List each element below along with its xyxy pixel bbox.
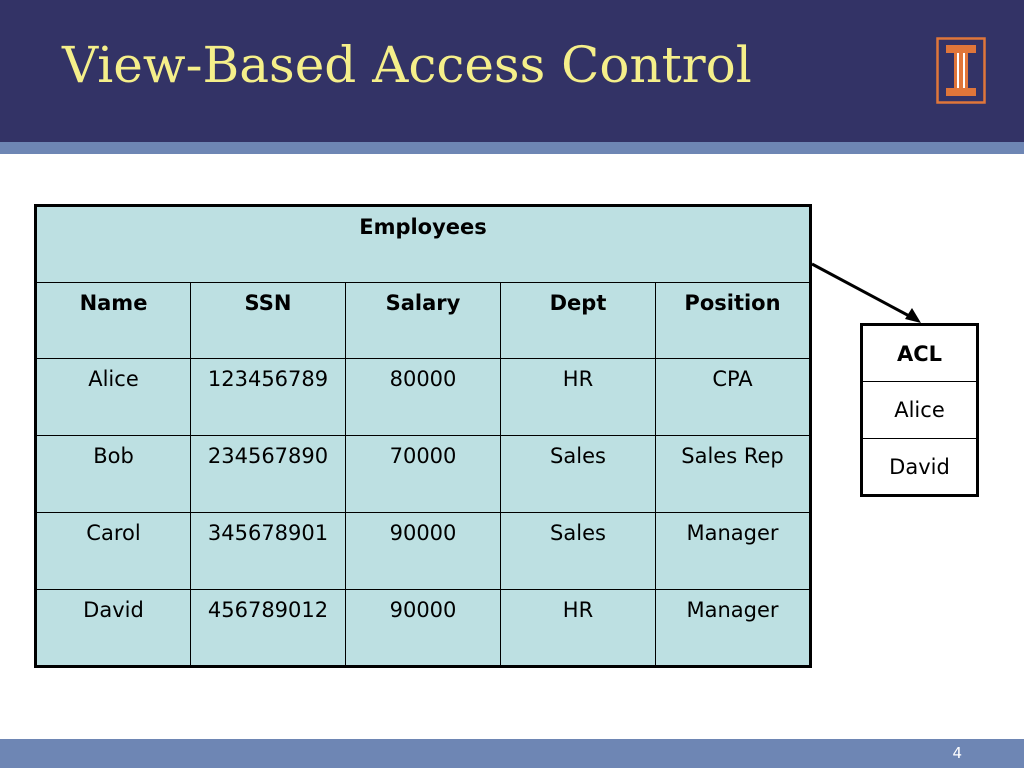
acl-table <box>860 323 979 497</box>
table-caption: Employees <box>36 206 811 283</box>
page-number: 4 <box>952 744 962 762</box>
table-cell: 123456789 <box>191 359 346 436</box>
column-header-ssn: SSN <box>191 283 346 359</box>
table-cell: 80000 <box>346 359 501 436</box>
acl-header: ACL <box>862 325 978 382</box>
acl-row <box>862 382 978 439</box>
table-cell: Alice <box>36 359 191 436</box>
table-cell: HR <box>501 590 656 667</box>
table-cell: 345678901 <box>191 513 346 590</box>
table-cell: 90000 <box>346 513 501 590</box>
table-cell: Sales <box>501 436 656 513</box>
table-cell: David <box>36 590 191 667</box>
table-cell: HR <box>501 359 656 436</box>
table-cell: Manager <box>656 590 811 667</box>
acl-entry: Alice <box>862 382 978 439</box>
table-cell: Manager <box>656 513 811 590</box>
table-caption-row <box>36 206 811 283</box>
table-cell: Sales Rep <box>656 436 811 513</box>
slide-footer <box>0 739 1024 768</box>
table-cell: 70000 <box>346 436 501 513</box>
acl-entry: David <box>862 439 978 496</box>
illinois-block-i-icon <box>936 37 986 104</box>
slide-title: View-Based Access Control <box>62 36 752 94</box>
column-header-name: Name <box>36 283 191 359</box>
table-row <box>36 436 811 513</box>
column-header-position: Position <box>656 283 811 359</box>
table-cell: Carol <box>36 513 191 590</box>
table-cell: Bob <box>36 436 191 513</box>
employees-table <box>34 204 812 668</box>
acl-row <box>862 439 978 496</box>
table-header-row <box>36 283 811 359</box>
acl-header-row <box>862 325 978 382</box>
table-cell: CPA <box>656 359 811 436</box>
table-cell: 90000 <box>346 590 501 667</box>
table-row <box>36 590 811 667</box>
table-cell: 456789012 <box>191 590 346 667</box>
column-header-salary: Salary <box>346 283 501 359</box>
table-cell: 234567890 <box>191 436 346 513</box>
column-header-dept: Dept <box>501 283 656 359</box>
table-row <box>36 513 811 590</box>
header-rule <box>0 142 1024 154</box>
slide-header <box>0 0 1024 142</box>
table-cell: Sales <box>501 513 656 590</box>
table-row <box>36 359 811 436</box>
